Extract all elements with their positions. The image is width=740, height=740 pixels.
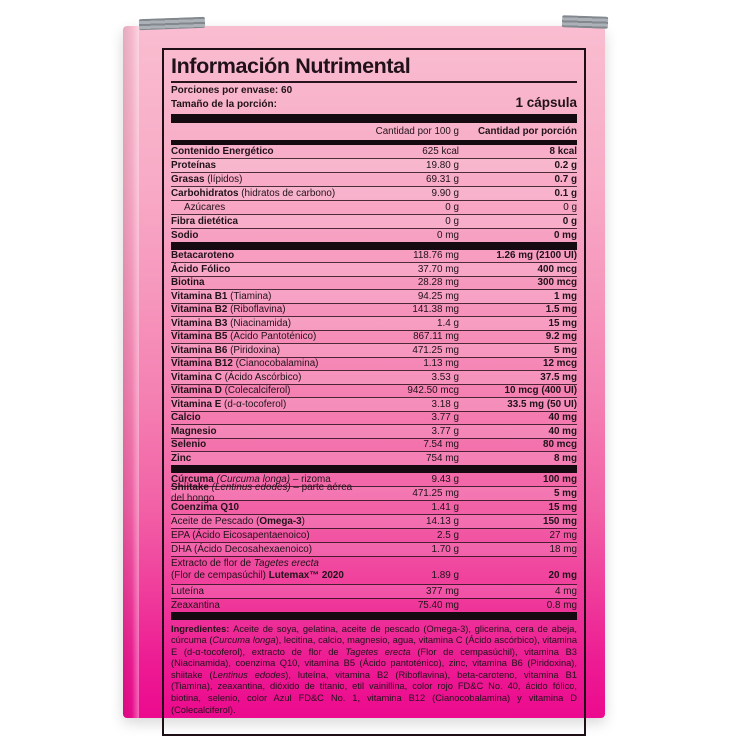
- value-per-100g: 9.43 g: [431, 473, 459, 485]
- value-per-100g: 3.53 g: [431, 371, 459, 383]
- section-bar: [171, 242, 577, 250]
- value-per-100g: 94.25 mg: [417, 290, 459, 302]
- table-row: [171, 451, 577, 465]
- section-bar: [171, 114, 577, 123]
- value-per-100g: 118.76 mg: [413, 250, 459, 262]
- nutrient-name: EPA (Ácido Eicosapentaenoico): [171, 529, 310, 541]
- value-per-100g: 471.25 mg: [412, 487, 459, 499]
- table-section-3: [171, 473, 577, 612]
- table-row: [171, 303, 577, 317]
- nutrient-name: Biotina: [171, 277, 205, 289]
- column-headers: [171, 123, 577, 140]
- table-row: [171, 584, 577, 598]
- value-per-100g: 69.31 g: [426, 173, 459, 185]
- value-per-100g: 1.89 g: [431, 570, 459, 582]
- value-per-serving: 9.2 mg: [545, 331, 577, 343]
- serving-size-label: Tamaño de la porción:: [171, 98, 277, 110]
- table-row: [171, 482, 577, 504]
- table-section-1: [171, 145, 577, 242]
- value-per-serving: 400 mcg: [537, 263, 577, 275]
- value-per-100g: 3.18 g: [431, 398, 459, 410]
- nutrient-name: Coenzima Q10: [171, 501, 240, 513]
- nutrient-name: Cúrcuma (Curcuma longa) – rizoma: [171, 473, 331, 485]
- value-per-serving: 300 mcg: [537, 277, 577, 289]
- nutrient-name: Vitamina B5 (Ácido Pantoténico): [171, 331, 317, 343]
- table-row: [171, 500, 577, 514]
- value-per-100g: 37.70 mg: [417, 263, 459, 275]
- value-per-100g: 471.25 mg: [412, 344, 459, 356]
- table-row: [171, 200, 577, 214]
- nutrient-name: Selenio: [171, 439, 207, 451]
- value-per-serving: 18 mg: [549, 543, 577, 555]
- value-per-serving: 15 mg: [548, 317, 577, 329]
- value-per-serving: 40 mg: [548, 412, 577, 424]
- value-per-serving: 5 mg: [553, 487, 577, 499]
- table-row: [171, 370, 577, 384]
- nutrition-panel: [162, 48, 586, 736]
- value-per-serving: 1 mg: [553, 290, 577, 302]
- value-per-100g: 1.70 g: [431, 543, 459, 555]
- value-per-100g: 3.77 g: [431, 412, 459, 424]
- nutrient-name: Zeaxantina: [171, 599, 220, 611]
- nutrient-name: Vitamina B6 (Piridoxina): [171, 344, 281, 356]
- value-per-serving: 15 mg: [548, 501, 577, 513]
- value-per-100g: 1.13 mg: [423, 358, 459, 370]
- nutrient-name: Betacaroteno: [171, 250, 235, 262]
- value-per-100g: 19.80 g: [426, 159, 459, 171]
- nutrition-table: [171, 145, 577, 612]
- table-row: [171, 250, 577, 263]
- servings-label: Porciones por envase:: [171, 84, 279, 96]
- table-row: [171, 438, 577, 452]
- nutrient-name: Carbohidratos (hidratos de carbono): [171, 187, 336, 199]
- nutrient-name: Magnesio: [171, 425, 217, 437]
- table-row: [171, 556, 577, 584]
- table-row: [171, 330, 577, 344]
- table-row: [171, 214, 577, 228]
- table-row: [171, 158, 577, 172]
- value-per-100g: 141.38 mg: [412, 304, 459, 316]
- value-per-serving: 4 mg: [555, 585, 577, 597]
- nutrient-name: Zinc: [171, 452, 192, 464]
- value-per-100g: 1.4 g: [437, 317, 459, 329]
- value-per-100g: 867.11 mg: [413, 331, 459, 343]
- table-row: [171, 343, 577, 357]
- value-per-serving: 1.26 mg (2100 UI): [496, 250, 577, 262]
- serving-size-line: [171, 94, 577, 111]
- column-header-per-100g: Cantidad por 100 g: [375, 125, 459, 137]
- value-per-100g: 377 mg: [426, 585, 459, 597]
- value-per-serving: 0.1 g: [554, 187, 577, 199]
- value-per-serving: 8 kcal: [549, 145, 577, 157]
- nutrient-name: Ácido Fólico: [171, 263, 231, 275]
- value-per-serving: 8 mg: [553, 452, 577, 464]
- value-per-100g: 14.13 g: [426, 515, 459, 527]
- nutrient-name: Grasas (lípidos): [171, 173, 243, 185]
- servings-value: 60: [281, 84, 293, 96]
- table-row: [171, 397, 577, 411]
- serving-size-value: 1 cápsula: [515, 94, 577, 110]
- nutrient-name: Vitamina B3 (Niacinamida): [171, 317, 292, 329]
- value-per-serving: 0.2 g: [554, 159, 577, 171]
- value-per-serving: 0.8 mg: [546, 599, 577, 611]
- value-per-serving: 5 mg: [553, 344, 577, 356]
- value-per-serving: 40 mg: [548, 425, 577, 437]
- table-row: [171, 289, 577, 303]
- table-row: [171, 172, 577, 186]
- nutrient-name: Fibra dietética: [171, 215, 238, 227]
- value-per-serving: 0.7 g: [554, 173, 577, 185]
- value-per-100g: 28.28 mg: [417, 277, 459, 289]
- value-per-100g: 7.54 mg: [423, 439, 459, 451]
- ingredients-text: Ingredientes: Aceite de soya, gelatina, aceite de pescado (Omega-3), glicerina, cera de abeja, cúrcuma (Curcuma longa), lecitina, calcio, magnesio, agua, vitamina C (Ácido ascórbico), vitamina E (d-α-tocoferol), extracto de flor de Tagetes erecta (Flor de cempasúchil), vitamina B3 (Niacinamida), coenzima Q10, vitamina B5 (Ácido pantoténico), zinc, vitamina B6 (Piridoxina), shiitake (Lentinus edodes), luteína, vitamina B2 (Riboflavina), beta-caroteno, vitamina B1 (Tiamina), zeaxantina, dióxido de titanio, etil vainillina, color rojo FD&C No. 40, ácido fólico, biotina, selenio, color Azul FD&C No. 1, vitamina B12 (Cianocobalamina) y vitamina D (Colecalciferol).: [171, 623, 578, 715]
- value-per-serving: 27 mg: [549, 529, 577, 541]
- value-per-100g: 0 g: [445, 201, 459, 213]
- section-bar: [171, 612, 577, 620]
- nutrient-name: Vitamina B2 (Riboflavina): [171, 304, 286, 316]
- section-bar: [171, 465, 577, 473]
- nutrient-name: Contenido Energético: [171, 145, 274, 157]
- table-row: [171, 316, 577, 330]
- value-per-serving: 1.5 mg: [545, 304, 577, 316]
- nutrient-name: DHA (Ácido Decosahexaenoico): [171, 543, 313, 555]
- panel-title: Información Nutrimental: [171, 54, 411, 78]
- box-side-edge: [123, 26, 139, 718]
- value-per-serving: 0 mg: [553, 229, 577, 241]
- nutrient-name: Vitamina B12 (Cianocobalamina): [171, 358, 319, 370]
- value-per-serving: 10 mcg (400 UI): [504, 385, 577, 397]
- value-per-100g: 625 kcal: [422, 145, 459, 157]
- nutrient-name: Azúcares: [184, 201, 226, 213]
- table-row: [171, 542, 577, 556]
- value-per-serving: 80 mcg: [542, 439, 577, 451]
- table-row: [171, 276, 577, 290]
- value-per-100g: 75.40 mg: [417, 599, 459, 611]
- table-row: [171, 598, 577, 612]
- value-per-100g: 942.50 mcg: [407, 385, 459, 397]
- table-row: [171, 384, 577, 398]
- box-flap-left: [139, 17, 205, 30]
- value-per-serving: 150 mg: [542, 515, 577, 527]
- table-row: [171, 514, 577, 528]
- value-per-serving: 0 g: [563, 201, 577, 213]
- supplement-box-back: [123, 26, 605, 718]
- title-divider: [171, 81, 577, 83]
- value-per-100g: 1.41 g: [431, 501, 459, 513]
- value-per-100g: 0 mg: [437, 229, 459, 241]
- table-row: [171, 528, 577, 542]
- nutrient-name: Sodio: [171, 229, 199, 241]
- nutrient-name: Vitamina D (Colecalciferol): [171, 385, 291, 397]
- column-header-per-serving: Cantidad por porción: [477, 125, 577, 137]
- table-row: [171, 262, 577, 276]
- value-per-100g: 0 g: [445, 215, 459, 227]
- value-per-100g: 2.5 g: [437, 529, 459, 541]
- value-per-serving: 20 mg: [548, 570, 577, 582]
- nutrient-name: Extracto de flor de Tagetes erecta (Flor de cempasúchil) Lutemax™ 2020: [171, 558, 344, 582]
- table-row: [171, 228, 577, 242]
- nutrient-name: Vitamina C (Ácido Ascórbico): [171, 371, 302, 383]
- table-row: [171, 357, 577, 371]
- table-row: [171, 424, 577, 438]
- value-per-serving: 100 mg: [542, 473, 577, 485]
- value-per-serving: 33.5 mg (50 UI): [507, 398, 577, 410]
- nutrient-name: Shiitake (Lentinus edodes) – parte aérea del hongo: [171, 482, 353, 504]
- value-per-serving: 37.5 mg: [540, 371, 577, 383]
- table-row: [171, 186, 577, 200]
- box-flap-right: [562, 15, 608, 29]
- nutrient-name: Proteínas: [171, 159, 217, 171]
- nutrient-name: Calcio: [171, 412, 201, 424]
- table-row: [171, 145, 577, 158]
- nutrient-name: Aceite de Pescado (Omega-3): [171, 515, 305, 527]
- nutrient-name: Vitamina E (d-α-tocoferol): [171, 398, 287, 410]
- table-row: [171, 411, 577, 425]
- value-per-100g: 3.77 g: [431, 425, 459, 437]
- value-per-serving: 0 g: [562, 215, 577, 227]
- value-per-100g: 9.90 g: [431, 187, 459, 199]
- nutrient-name: Vitamina B1 (Tiamina): [171, 290, 272, 302]
- nutrient-name: Luteína: [171, 585, 204, 597]
- table-section-2: [171, 250, 577, 465]
- value-per-serving: 12 mcg: [542, 358, 577, 370]
- value-per-100g: 754 mg: [426, 452, 459, 464]
